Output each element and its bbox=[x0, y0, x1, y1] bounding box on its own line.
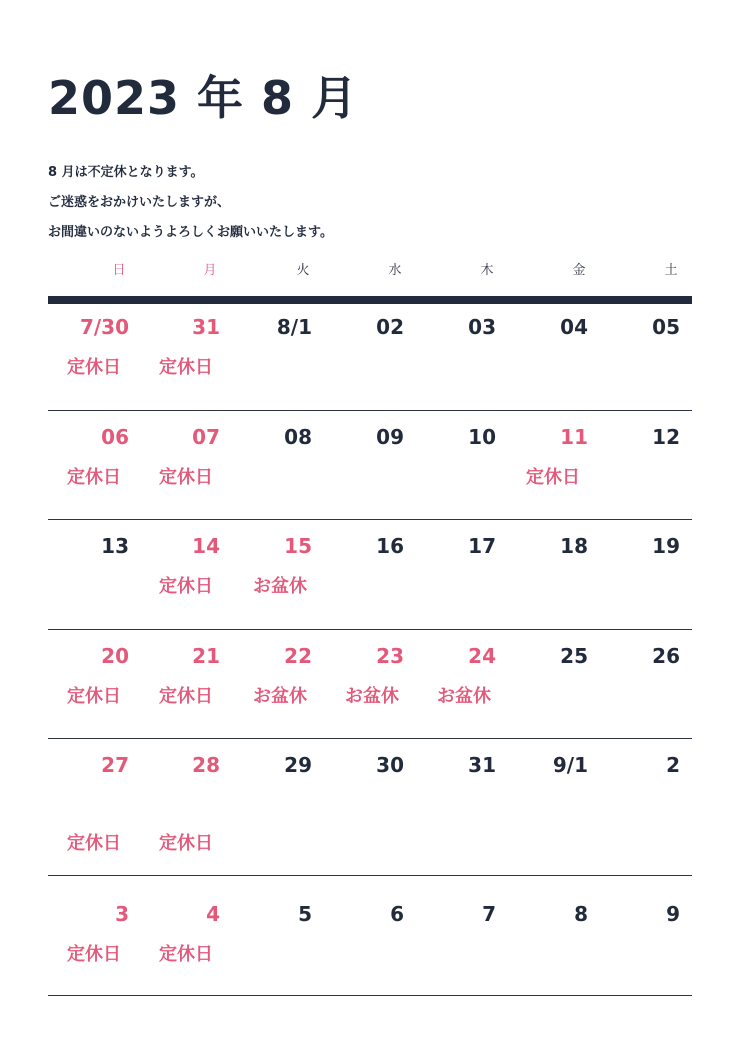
closed-label: 定休日 bbox=[159, 944, 213, 965]
calendar-date: 15 bbox=[284, 534, 312, 558]
calendar-date: 27 bbox=[101, 753, 129, 777]
closed-label: お盆休 bbox=[437, 686, 491, 707]
week-divider bbox=[48, 410, 692, 411]
calendar-date: 22 bbox=[284, 644, 312, 668]
calendar-date: 14 bbox=[192, 534, 220, 558]
calendar-date: 31 bbox=[468, 753, 496, 777]
page-title: 2023 年 8 月 bbox=[48, 71, 359, 125]
weekday-label: 月 bbox=[203, 263, 217, 278]
week-divider bbox=[48, 875, 692, 876]
closed-label: 定休日 bbox=[159, 833, 213, 854]
weekday-label: 水 bbox=[388, 263, 402, 278]
calendar-date: 9/1 bbox=[552, 753, 588, 777]
weekday-label: 火 bbox=[296, 263, 310, 278]
closed-label: 定休日 bbox=[67, 833, 121, 854]
calendar-date: 17 bbox=[468, 534, 496, 558]
notice-line: 8 月は不定休となります。 bbox=[48, 165, 204, 180]
week-divider bbox=[48, 519, 692, 520]
calendar-date: 26 bbox=[652, 644, 680, 668]
calendar-date: 03 bbox=[468, 315, 496, 339]
calendar-date: 8/1 bbox=[276, 315, 312, 339]
calendar-date: 7 bbox=[482, 902, 496, 926]
notice-line: ご迷惑をおかけいたしますが、 bbox=[48, 195, 231, 210]
calendar-date: 5 bbox=[298, 902, 312, 926]
calendar-date: 28 bbox=[192, 753, 220, 777]
calendar-date: 23 bbox=[376, 644, 404, 668]
calendar-date: 08 bbox=[284, 425, 312, 449]
calendar-date: 18 bbox=[560, 534, 588, 558]
calendar-date: 6 bbox=[390, 902, 404, 926]
calendar-date: 20 bbox=[101, 644, 129, 668]
calendar-date: 09 bbox=[376, 425, 404, 449]
weekday-label: 日 bbox=[112, 263, 126, 278]
calendar-date: 3 bbox=[115, 902, 129, 926]
calendar-date: 21 bbox=[192, 644, 220, 668]
closed-label: 定休日 bbox=[159, 357, 213, 378]
calendar-date: 4 bbox=[206, 902, 220, 926]
weekday-header bbox=[48, 258, 692, 284]
closed-label: 定休日 bbox=[67, 357, 121, 378]
calendar-date: 31 bbox=[192, 315, 220, 339]
weekday-label: 金 bbox=[572, 263, 586, 278]
weekday-label: 木 bbox=[480, 263, 494, 278]
calendar-date: 8 bbox=[574, 902, 588, 926]
calendar-date: 12 bbox=[652, 425, 680, 449]
calendar-date: 07 bbox=[192, 425, 220, 449]
closed-label: 定休日 bbox=[67, 686, 121, 707]
calendar-date: 02 bbox=[376, 315, 404, 339]
closed-label: お盆休 bbox=[345, 686, 399, 707]
week-divider bbox=[48, 629, 692, 630]
closed-label: 定休日 bbox=[159, 467, 213, 488]
calendar-date: 19 bbox=[652, 534, 680, 558]
calendar-date: 04 bbox=[560, 315, 588, 339]
header-divider bbox=[48, 296, 692, 304]
closed-label: 定休日 bbox=[526, 467, 580, 488]
weekday-label: 土 bbox=[664, 263, 678, 278]
calendar-date: 7/30 bbox=[79, 315, 129, 339]
calendar-date: 30 bbox=[376, 753, 404, 777]
closed-label: お盆休 bbox=[253, 576, 307, 597]
calendar-date: 29 bbox=[284, 753, 312, 777]
closed-label: 定休日 bbox=[159, 576, 213, 597]
notice-text bbox=[48, 158, 688, 248]
calendar-date: 11 bbox=[560, 425, 588, 449]
calendar-date: 9 bbox=[666, 902, 680, 926]
week-divider bbox=[48, 738, 692, 739]
calendar-date: 2 bbox=[666, 753, 680, 777]
calendar-date: 25 bbox=[560, 644, 588, 668]
calendar-date: 06 bbox=[101, 425, 129, 449]
closed-label: お盆休 bbox=[253, 686, 307, 707]
calendar-date: 10 bbox=[468, 425, 496, 449]
notice-line: お間違いのないようよろしくお願いいたします。 bbox=[48, 225, 333, 240]
calendar-date: 24 bbox=[468, 644, 496, 668]
calendar-date: 05 bbox=[652, 315, 680, 339]
closed-label: 定休日 bbox=[67, 944, 121, 965]
calendar-date: 16 bbox=[376, 534, 404, 558]
calendar-date: 13 bbox=[101, 534, 129, 558]
closed-label: 定休日 bbox=[159, 686, 213, 707]
week-divider bbox=[48, 995, 692, 996]
closed-label: 定休日 bbox=[67, 467, 121, 488]
